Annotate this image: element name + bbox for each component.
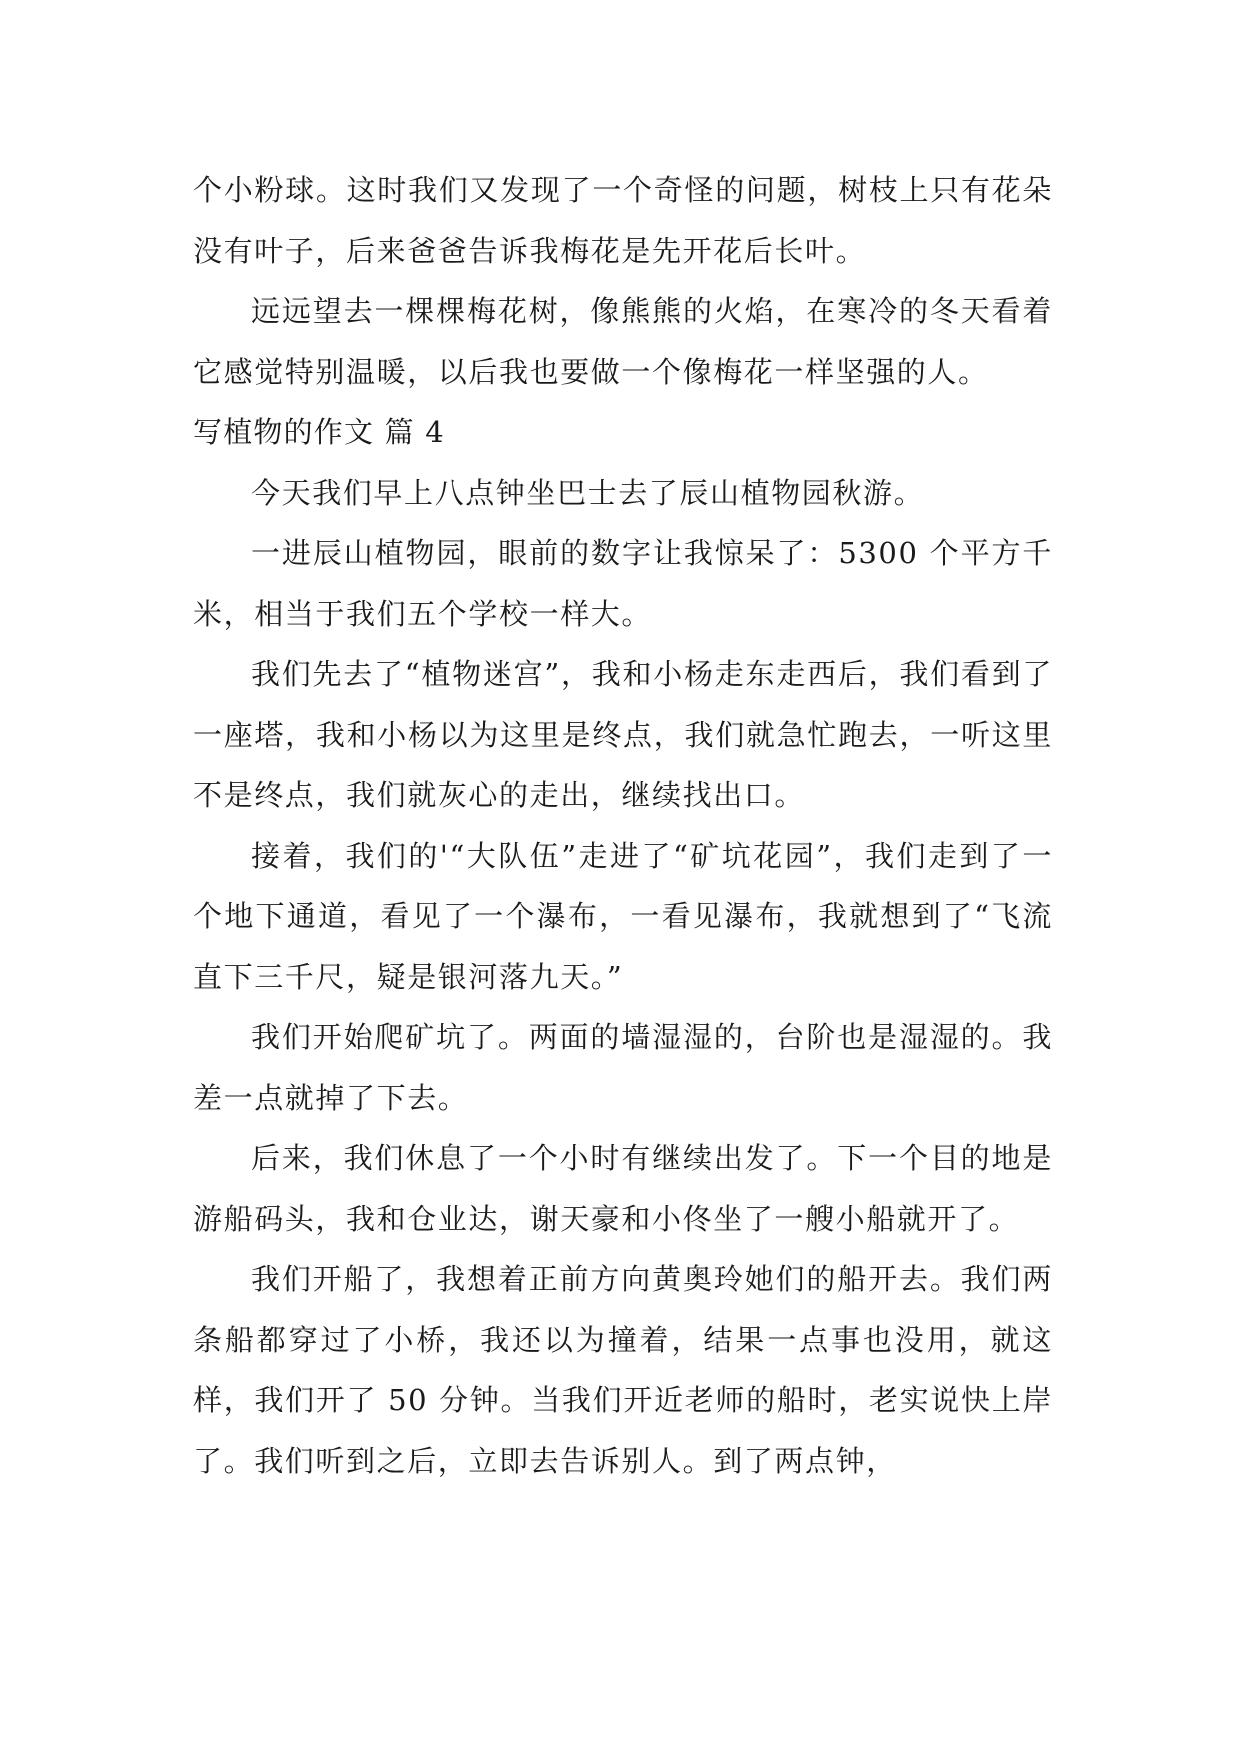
section-title: 写植物的作文 篇 4 [193,415,445,449]
document-body [193,160,1053,1491]
paragraph: 接着，我们的'“大队伍”走进了“矿坑花园”，我们走到了一个地下通道，看见了一个瀑布，一看见瀑布，我就想到了“飞流直下三千尺，疑是银河落九天。” [193,838,1053,994]
paragraph: 一进辰山植物园，眼前的数字让我惊呆了：5300 个平方千米，相当于我们五个学校一样大。 [193,536,1053,631]
paragraph: 个小粉球。这时我们又发现了一个奇怪的问题，树枝上只有花朵没有叶子，后来爸爸告诉我梅花是先开花后长叶。 [193,173,1053,268]
paragraph: 我们开始爬矿坑了。两面的墙湿湿的，台阶也是湿湿的。我差一点就掉了下去。 [193,1020,1053,1115]
paragraph: 远远望去一棵棵梅花树，像熊熊的火焰，在寒冷的冬天看着它感觉特别温暖，以后我也要做一个像梅花一样坚强的人。 [193,294,1053,389]
paragraph: 我们先去了“植物迷宫”，我和小杨走东走西后，我们看到了一座塔，我和小杨以为这里是终点，我们就急忙跑去，一听这里不是终点，我们就灰心的走出，继续找出口。 [193,657,1053,812]
paragraph: 后来，我们休息了一个小时有继续出发了。下一个目的地是游船码头，我和仓业达，谢天豪和小佟坐了一艘小船就开了。 [193,1141,1053,1236]
paragraph: 我们开船了，我想着正前方向黄奥玲她们的船开去。我们两条船都穿过了小桥，我还以为撞着，结果一点事也没用，就这样，我们开了 50 分钟。当我们开近老师的船时，老实说快上岸了。我们听到之后，立即去告诉别人。到了两点钟， [193,1262,1053,1478]
paragraph: 今天我们早上八点钟坐巴士去了辰山植物园秋游。 [251,475,925,510]
